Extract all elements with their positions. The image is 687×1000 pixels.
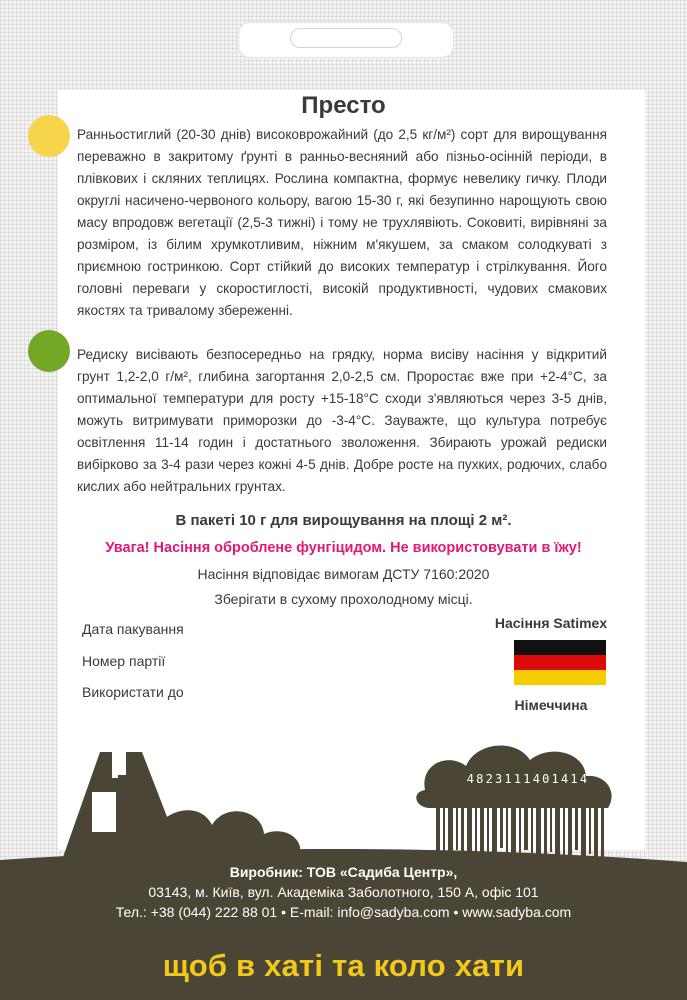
flag-stripe-gold [514, 670, 606, 685]
growing-instructions: Редиску висівають безпосередньо на грядку, норма висіву насіння у відкритий грунт 1,2-2,0 г/м², глибина загортання 2,0-2,5 см. Проростає вже при +2-4°С, за оптимальної температури для росту +15-18°С сходи з'являються через 3-5 днів, можуть витримувати приморозки до -3-4°С. Зауважте, що культура потребує освітлення 11-14 годин і достатнього зволоження. Збирають урожай редиски вибірково за 3-4 рази через кожні 4-5 днів. Добре росте на пухких, родючих, слабо кислих або нейтральних грунтах. [77, 347, 607, 494]
country-of-origin: Німеччина [514, 697, 588, 713]
variety-description: Ранньостиглий (20-30 днів) високоврожайний (до 2,5 кг/м²) сорт для вирощування переважно в закритому ґрунті в ранньо-весняний або пізньо-осінній періоди, в плівкових і скляних теплицях. Рослина компактна, формує невелику гичку. Плоди округлі насичено-червоного кольору, вагою 15-30 г, які безупинно нарощують свою масу впродовж вегетації (2,5-3 тижні) і тому не трухлявіють. Соковиті, вирівняні за розміром, із білим хрумкотливим, ніжним м'якушем, за смаком солодкуваті з приємною гостринкою. Сорт стійкий до високих температур і стрілкування. Його головні переваги у скоростиглості, високій продуктивності, чудових смакових якостях та тривалому збереженні. [77, 127, 607, 318]
package-info: В пакеті 10 г для вирощування на площі 2 м². [175, 512, 512, 529]
fungicide-warning: Увага! Насіння оброблене фунгіцидом. Не використовувати в їжу! [105, 540, 582, 556]
yellow-dot-icon [28, 115, 70, 157]
manufacturer-address: 03143, м. Київ, вул. Академіка Заболотного, 150 А, офіс 101 [148, 884, 539, 900]
hanger-hole [290, 28, 402, 48]
house-window [92, 792, 116, 832]
use-by-label: Використати до [82, 684, 184, 700]
manufacturer-name: Виробник: ТОВ «Садиба Центр», [229, 864, 458, 880]
barcode-number: 4823111401414 [466, 772, 590, 786]
pack-date-label: Дата пакування [82, 621, 184, 637]
flag-stripe-red [514, 655, 606, 670]
standard-compliance: Насіння відповідає вимогам ДСТУ 7160:2020 [197, 566, 490, 582]
germany-flag-icon [514, 640, 606, 685]
storage-note: Зберігати в сухому прохолодному місці. [214, 591, 473, 607]
flag-stripe-black [514, 640, 606, 655]
product-title: Престо [301, 92, 386, 119]
batch-number-label: Номер партії [82, 653, 166, 669]
manufacturer-contacts: Тел.: +38 (044) 222 88 01 • E-mail: info@sadyba.com • www.sadyba.com [115, 904, 572, 920]
brand-name: Насіння Satimex [494, 615, 608, 631]
slogan: щоб в хаті та коло хати [162, 948, 525, 983]
green-dot-icon [28, 330, 70, 372]
